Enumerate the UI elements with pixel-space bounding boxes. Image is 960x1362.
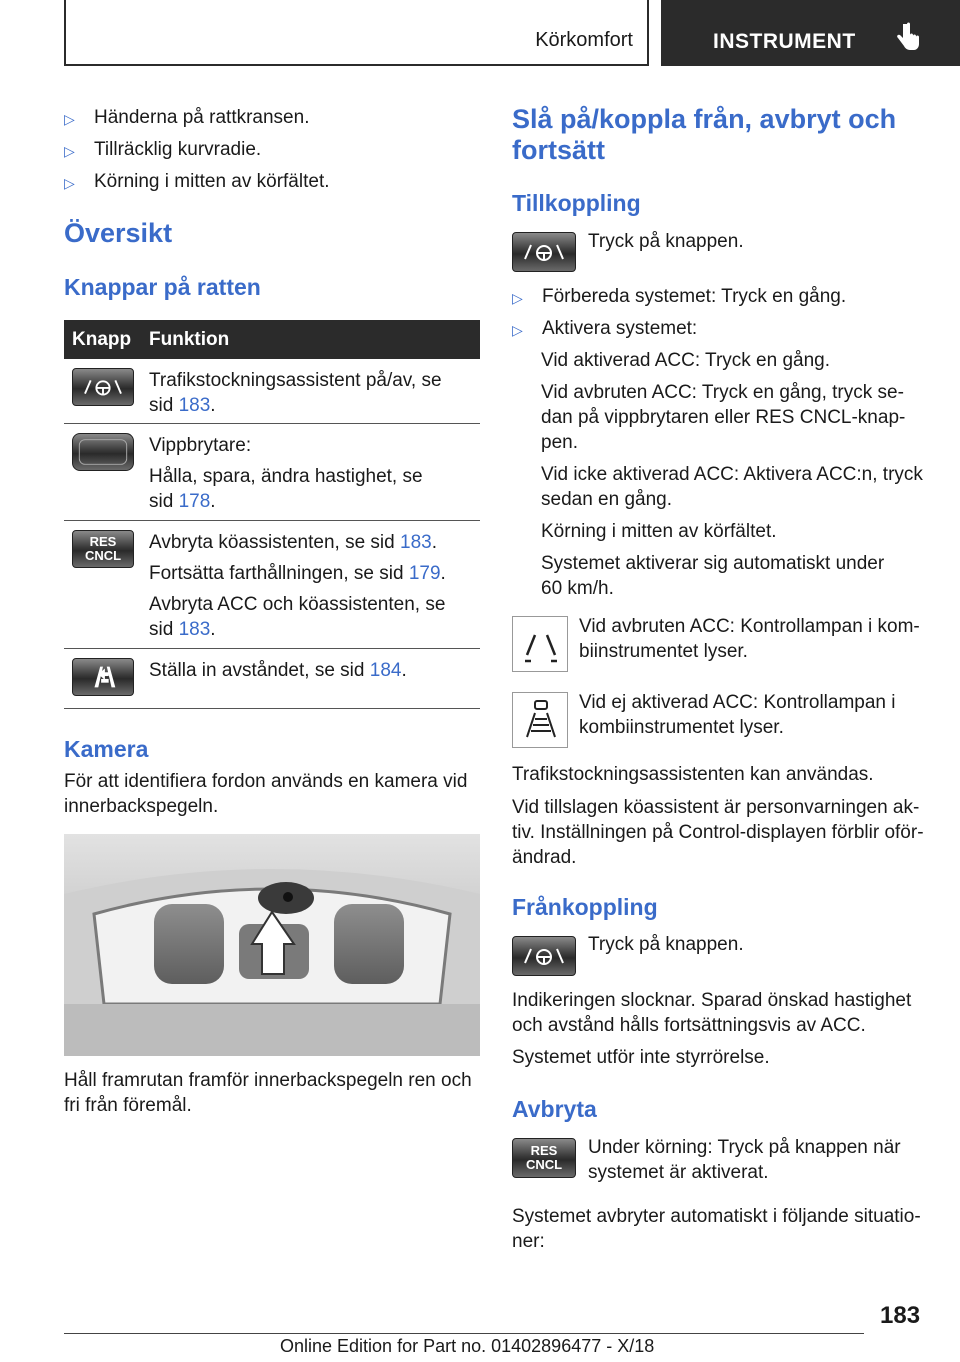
list-item: ▷ Körning i mitten av körfältet.: [64, 170, 330, 194]
sub-list: [541, 348, 931, 601]
text-line: 60 km/h.: [541, 578, 614, 599]
text-line: innerbackspegeln.: [64, 796, 219, 817]
text-line: kombiinstrumentet lyser.: [579, 717, 784, 738]
cell-text: sid: [149, 619, 179, 640]
page-number: 183: [880, 1302, 921, 1329]
instruction-text: Tryck på knappen.: [588, 934, 744, 955]
page-link[interactable]: 183: [178, 395, 211, 416]
icon-text: RES: [530, 1143, 558, 1158]
icon-text: RES: [89, 534, 117, 549]
row-divider: [64, 520, 480, 521]
cell-text: .: [401, 660, 407, 681]
heading-overview: Översikt: [64, 218, 173, 248]
text-line: fri från föremål.: [64, 1095, 192, 1116]
text-line: Håll framrutan framför innerbackspegeln ren och: [64, 1070, 472, 1091]
text-line: Vid tillslagen köassistent är personvarningen ak-: [512, 797, 920, 818]
distance-icon: [72, 658, 134, 696]
cell-text: Vippbrytare:: [149, 435, 252, 456]
list-item: ▷ Tillräcklig kurvradie.: [64, 138, 261, 162]
cell-text: sid: [149, 491, 179, 512]
cell-text: Fortsätta farthållningen, se sid: [149, 563, 409, 584]
cell-text: .: [210, 395, 216, 416]
column-header-button: Knapp: [72, 329, 132, 350]
cell-text: .: [431, 532, 437, 553]
header-chapter-box: [661, 0, 960, 66]
heading-switch-off: Frånkoppling: [512, 894, 658, 920]
table-row: [149, 530, 479, 642]
usable-text: Trafikstockningsassistenten kan användas.: [512, 764, 874, 785]
page-title: [512, 104, 928, 166]
text-line: biinstrumentet lyser.: [579, 641, 748, 662]
text-line: Indikeringen slocknar. Sparad önskad hastighet: [512, 990, 912, 1011]
heading-buttons: Knappar på ratten: [64, 274, 261, 300]
icon-text: CNCL: [84, 548, 122, 563]
cell-text: Avbryta ACC och köassistenten, se: [149, 594, 446, 615]
lamp-text: [579, 690, 929, 740]
lamp-text: [579, 614, 929, 664]
heading-camera: Kamera: [64, 736, 149, 762]
table-row: [149, 433, 479, 514]
text-line: systemet är aktiverat.: [588, 1162, 769, 1183]
photo-caption: [64, 1068, 480, 1118]
list-item: ▷ Aktivera systemet:: [512, 317, 697, 341]
heading-switch-on: Tillkoppling: [512, 190, 641, 216]
list-item: ▷ Förbereda systemet: Tryck en gång.: [512, 285, 846, 309]
camera-text: [64, 769, 480, 819]
lane-lamp-icon: [512, 616, 568, 672]
warning-text: [512, 795, 932, 870]
cell-text: Ställa in avståndet, se sid: [149, 660, 370, 681]
title-line: fortsätt: [512, 135, 605, 165]
off-text: [512, 988, 932, 1070]
cell-text: .: [440, 563, 446, 584]
res-cncl-icon: [512, 1138, 576, 1178]
text-line: dan på vippbrytaren eller RES CNCL-knap-: [541, 407, 906, 428]
list-item: ▷ Händerna på rattkransen.: [64, 106, 309, 130]
text-line: pen.: [541, 432, 578, 453]
text-line: ner:: [512, 1231, 545, 1252]
table-row: [149, 658, 479, 683]
header-section-box: [64, 0, 649, 66]
text-line: Körning i mitten av körfältet.: [541, 521, 777, 542]
table-header: [64, 320, 480, 359]
heading-cancel: Avbryta: [512, 1096, 597, 1122]
cell-text: .: [210, 491, 216, 512]
text-line: Vid avbruten ACC: Tryck en gång, tryck se-: [541, 382, 904, 403]
steering-assist-icon: [512, 936, 576, 976]
auto-cancel-text: [512, 1204, 932, 1254]
section-title: Körkomfort: [535, 29, 633, 51]
text-line: tiv. Inställningen på Control-displayen förblir oför-: [512, 822, 924, 843]
page-link[interactable]: 179: [408, 563, 441, 584]
text-line: För att identifiera fordon används en kamera vid: [64, 771, 468, 792]
text-line: Vid aktiverad ACC: Tryck en gång.: [541, 350, 831, 371]
row-divider: [64, 648, 480, 649]
text-line: Systemet utför inte styrrörelse.: [512, 1047, 770, 1068]
footer-divider: [64, 1333, 864, 1334]
pointing-hand-icon: [895, 22, 921, 52]
cell-text: sid: [149, 395, 179, 416]
cancel-text: [588, 1135, 928, 1185]
camera-photo: [64, 834, 480, 1056]
icon-text: CNCL: [525, 1157, 563, 1172]
text-line: ändrad.: [512, 847, 577, 868]
steering-assist-icon: [72, 368, 134, 406]
row-divider: [64, 423, 480, 424]
column-header-function: Funktion: [149, 329, 230, 350]
steering-assist-icon: [512, 232, 576, 272]
row-divider: [64, 708, 480, 709]
table-row: [149, 368, 479, 418]
text-line: Vid icke aktiverad ACC: Aktivera ACC:n, tryck: [541, 464, 923, 485]
text-line: och avstånd hålls fortsättningsvis av ACC.: [512, 1015, 866, 1036]
rocker-switch-icon: [72, 433, 134, 471]
cell-text: Avbryta köassistenten, se sid: [149, 532, 400, 553]
page-link[interactable]: 183: [400, 532, 432, 553]
text-line: Vid ej aktiverad ACC: Kontrollampan i: [579, 692, 896, 713]
text-line: Vid avbruten ACC: Kontrollampan i kom-: [579, 616, 920, 637]
cell-text: Hålla, spara, ändra hastighet, se: [149, 466, 423, 487]
text-line: Under körning: Tryck på knappen när: [588, 1137, 901, 1158]
cell-text: Trafikstockningsassistent på/av, se: [149, 370, 442, 391]
page-link[interactable]: 184: [369, 660, 402, 681]
vehicle-lane-lamp-icon: [512, 692, 568, 748]
cell-text: .: [210, 619, 216, 640]
chapter-title: INSTRUMENT: [713, 30, 856, 53]
res-cncl-icon: [72, 530, 134, 568]
page-link[interactable]: 183: [178, 619, 211, 640]
text-line: sedan en gång.: [541, 489, 673, 510]
text-line: Systemet aktiverar sig automatiskt under: [541, 553, 885, 574]
instruction-text: Tryck på knappen.: [588, 231, 744, 252]
title-line: Slå på/koppla från, avbryt och: [512, 104, 897, 134]
page-link[interactable]: 178: [178, 491, 211, 512]
edition-text: Online Edition for Part no. 01402896477 - X/18: [280, 1336, 655, 1356]
text-line: Systemet avbryter automatiskt i följande situatio-: [512, 1206, 921, 1227]
